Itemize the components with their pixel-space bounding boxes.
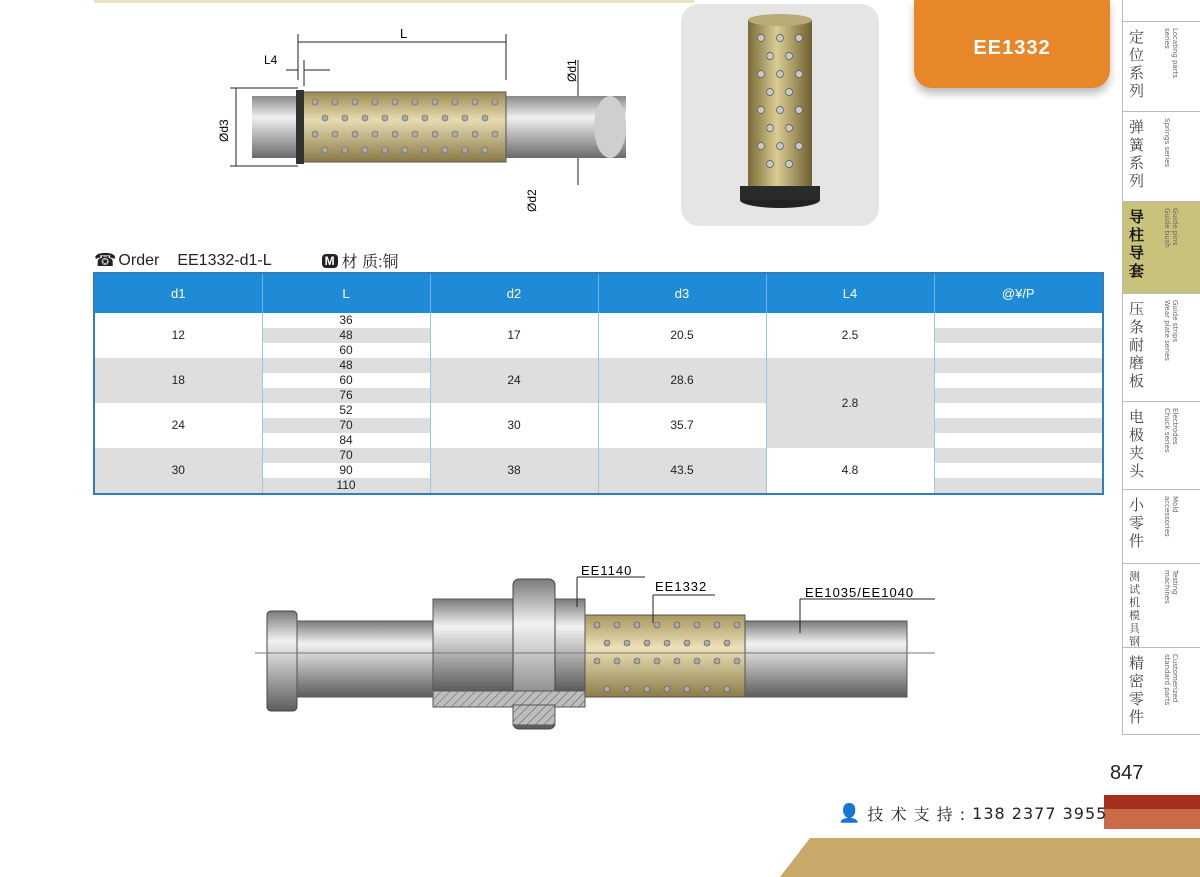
- assembly-label-ee1140: EE1140: [581, 563, 633, 578]
- cell-price: [934, 433, 1103, 448]
- cell-d2: 30: [430, 403, 598, 448]
- col-header-L: L: [262, 273, 430, 313]
- sidebar-item-label: 压条耐磨板: [1129, 300, 1145, 390]
- series-badge: [914, 0, 1110, 88]
- page-number: 847: [1110, 762, 1144, 784]
- accent-bar-light: [1104, 809, 1200, 829]
- col-header-d2: d2: [430, 273, 598, 313]
- cell-L: 36: [262, 313, 430, 328]
- pin-head: [267, 611, 297, 711]
- phone-icon: ☎: [94, 250, 117, 270]
- support-label: 技 术 支 持 :: [867, 805, 967, 824]
- sidebar-item-en: Mold accessories: [1163, 496, 1179, 537]
- col-header-price: @¥/P: [934, 273, 1103, 313]
- cell-d2: 17: [430, 313, 598, 358]
- sidebar-item-en: Electrodes Chuck series: [1163, 408, 1179, 453]
- cell-L: 84: [262, 433, 430, 448]
- sidebar-item-label: 小零件: [1129, 496, 1145, 550]
- dim-L4: L4: [264, 53, 278, 67]
- sidebar-item-precision[interactable]: [1123, 648, 1200, 735]
- spec-table: [93, 272, 1104, 495]
- sidebar-item-en: Locating parts series: [1163, 28, 1179, 78]
- cell-price: [934, 418, 1103, 433]
- col-header-L4: L4: [766, 273, 934, 313]
- sidebar-item-label: 精密零件: [1129, 654, 1145, 726]
- sidebar-item-en: Guide strips Wear plate series: [1163, 300, 1179, 361]
- cell-L4: 4.8: [766, 448, 934, 494]
- cell-price: [934, 343, 1103, 358]
- sidebar-item-springs[interactable]: [1123, 112, 1200, 202]
- cell-price: [934, 478, 1103, 494]
- sidebar-item-guide-strips[interactable]: [1123, 294, 1200, 402]
- material-icon: M: [322, 254, 338, 268]
- cell-L: 48: [262, 358, 430, 373]
- assembly-label-ee1035: EE1035/EE1040: [805, 585, 915, 600]
- accent-bar-dark: [1104, 795, 1200, 809]
- person-icon: 👤: [838, 803, 862, 824]
- sidebar-item-label: 电极夹头: [1129, 408, 1145, 480]
- dim-d3: Ød3: [217, 119, 231, 142]
- order-label: Order: [118, 251, 160, 269]
- cell-L: 48: [262, 328, 430, 343]
- table-header-row: [94, 273, 1103, 313]
- sidebar-item-top[interactable]: [1123, 0, 1200, 22]
- table-row: [94, 403, 1103, 418]
- cell-L4: 2.5: [766, 313, 934, 358]
- cell-d3: 28.6: [598, 358, 766, 403]
- sidebar-item-label: 弹簧系列: [1129, 118, 1145, 190]
- dim-d2: Ød2: [525, 189, 539, 212]
- sidebar-item-accessories[interactable]: [1123, 490, 1200, 564]
- cell-price: [934, 373, 1103, 388]
- cell-d3: 35.7: [598, 403, 766, 448]
- product-photo: [681, 4, 879, 226]
- cell-price: [934, 313, 1103, 328]
- cell-d2: 24: [430, 358, 598, 403]
- cell-L: 70: [262, 418, 430, 433]
- cell-L: 52: [262, 403, 430, 418]
- order-code: EE1332-d1-L: [177, 251, 272, 269]
- cell-L: 60: [262, 373, 430, 388]
- cell-price: [934, 328, 1103, 343]
- col-header-d3: d3: [598, 273, 766, 313]
- bushing: [433, 599, 585, 691]
- assembly-drawing: [255, 555, 955, 735]
- sidebar-item-en: Testing machines: [1163, 570, 1179, 604]
- cell-d3: 20.5: [598, 313, 766, 358]
- table-row: [94, 448, 1103, 463]
- cell-d1: 30: [94, 448, 262, 494]
- order-line: [94, 249, 399, 272]
- cell-d1: 12: [94, 313, 262, 358]
- dimension-drawing: [200, 20, 640, 220]
- sidebar-item-electrodes[interactable]: [1123, 402, 1200, 490]
- sidebar-item-guide-pins[interactable]: [1123, 202, 1200, 294]
- sidebar-item-en: Guide pins Guide bush: [1163, 208, 1179, 248]
- dim-L: L: [400, 26, 408, 41]
- cell-price: [934, 463, 1103, 478]
- dim-d1: Ød1: [565, 59, 579, 82]
- series-code: EE1332: [973, 36, 1051, 59]
- material-label: 材 质:铜: [341, 254, 399, 271]
- cell-L: 70: [262, 448, 430, 463]
- sidebar-item-label: 定位系列: [1129, 28, 1145, 100]
- cell-price: [934, 388, 1103, 403]
- sidebar-item-testing[interactable]: [1123, 564, 1200, 648]
- col-header-d1: d1: [94, 273, 262, 313]
- sidebar-item-locating[interactable]: [1123, 22, 1200, 112]
- sidebar-item-en: Customerized standard parts: [1163, 654, 1179, 706]
- cell-L: 60: [262, 343, 430, 358]
- cell-price: [934, 403, 1103, 418]
- cell-d2: 38: [430, 448, 598, 494]
- cell-d1: 24: [94, 403, 262, 448]
- bottom-band: [780, 838, 1200, 877]
- assembly-label-ee1332: EE1332: [655, 579, 708, 594]
- sidebar-item-label: 导柱导套: [1129, 208, 1145, 280]
- cell-L: 90: [262, 463, 430, 478]
- cell-L: 76: [262, 388, 430, 403]
- cell-price: [934, 358, 1103, 373]
- sidebar-item-label: 测试机模具钢: [1129, 570, 1140, 648]
- cell-L4: 2.8: [766, 358, 934, 448]
- ball-cage-assembly: [585, 615, 745, 697]
- cell-d1: 18: [94, 358, 262, 403]
- ball-cage-photo: [681, 4, 879, 226]
- sidebar: [1122, 0, 1200, 735]
- sidebar-item-en: Springs series: [1163, 118, 1171, 168]
- support-line: [838, 802, 1107, 825]
- top-rule: [94, 0, 694, 3]
- table-row: [94, 313, 1103, 328]
- cell-d3: 43.5: [598, 448, 766, 494]
- cell-price: [934, 448, 1103, 463]
- support-phone: 138 2377 3955: [972, 804, 1108, 823]
- cell-L: 110: [262, 478, 430, 494]
- table-row: [94, 358, 1103, 373]
